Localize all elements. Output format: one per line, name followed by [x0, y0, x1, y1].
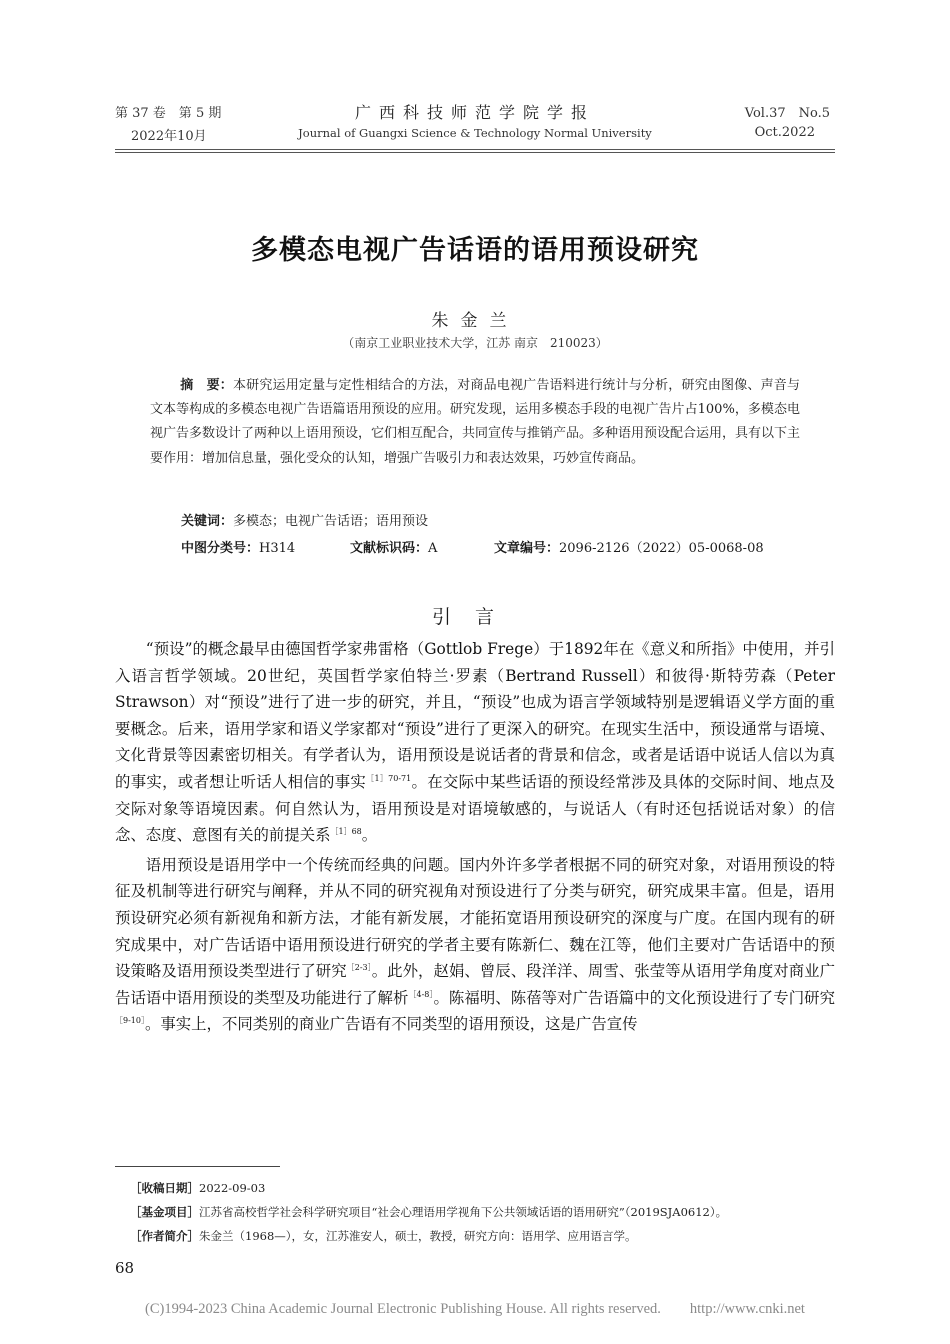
paragraph-text: 语用预设是语用学中一个传统而经典的问题。国内外许多学者根据不同的研究对象，对语用预设的特征及机制等进行研究与阐释，并从不同的研究视角对预设进行了分类与研究，研究成果丰富。但是，语用预设研究必须有新视角和新方法，才能有新发展，才能拓宽语用预设研究的深度与广度。在国内现有的研究成果中，对广告话语中语用预设进行研究的学者主要有陈新仁、魏在江等，他们主要对广告话语中的预设策略及语用预设类型进行了研究	[115, 855, 835, 981]
article-id-label: 文章编号：	[494, 541, 560, 556]
abstract-label: 摘 要：	[180, 378, 233, 393]
keywords-text: 多模态；电视广告话语；语用预设	[233, 514, 429, 529]
article-author: 朱金兰	[431, 311, 519, 331]
journal-title-en: Journal of Guangxi Science & Technology Normal University	[298, 126, 652, 140]
footnote-label: ［作者简介］	[130, 1229, 199, 1243]
abstract	[150, 374, 800, 471]
paragraph-text: 。此外，赵娟、曾辰、段洋洋、周雪、张莹等从语用学角度对商业广告话语中语用预设的类型及功能进行了解析	[115, 962, 835, 1007]
article-id	[494, 537, 764, 556]
header-rule	[115, 149, 835, 150]
issue-date-cn: 2022年10月	[131, 129, 207, 144]
clc-value: H314	[259, 541, 296, 556]
clc-number	[181, 537, 295, 556]
doc-code	[350, 537, 437, 556]
paragraph-text: 。事实上，不同类别的商业广告语有不同类型的语用预设，这是广告宣传	[144, 1015, 638, 1034]
author-affiliation: （南京工业职业技术大学，江苏 南京 210023）	[342, 336, 608, 350]
footnote-label: ［基金项目］	[130, 1205, 199, 1219]
paragraph-text: 。陈福明、陈蓓等对广告语篇中的文化预设进行了专门研究	[433, 988, 835, 1007]
footnote-fund	[130, 1204, 727, 1220]
clc-label: 中图分类号：	[181, 541, 260, 556]
footnote-text: 2022-09-03	[199, 1181, 266, 1195]
footnote-text: 朱金兰（1968—），女，江苏淮安人，硕士，教授，研究方向：语用学、应用语言学。	[199, 1229, 637, 1243]
footnote-received	[130, 1180, 265, 1196]
article-title: 多模态电视广告话语的语用预设研究	[251, 235, 699, 266]
footnote-rule	[115, 1166, 280, 1167]
footnote-text: 江苏省高校哲学社会科学研究项目“社会心理语用学视角下公共领域话语的语用研究”（2019SJA0612）。	[199, 1205, 728, 1219]
header-rule-secondary	[115, 152, 835, 153]
volume-issue: 第 37 卷 第 5 期	[115, 106, 222, 121]
paragraph-text: “预设”的概念最早由德国哲学家弗雷格（Gottlob Frege）于1892年在《意义和所指》中使用，并引入语言哲学领域。20世纪，英国哲学家伯特兰·罗素（Bertrand Russell）和彼得·斯特劳森（Peter Strawson）对“预设”进行了进一步的研究，并且，“预设”也成为语言学领域特别是逻辑语义学方面的重要概念。后来，语用学家和语义学家都对“预设”进行了更深入的研究。在现实生活中，预设通常与语境、文化背景等因素密切相关。有学者认为，语用预设是说话者的背景和信念，或者是话语中说话人信以为真的事实，或者想让听话人相信的事实	[115, 640, 835, 791]
abstract-text: 本研究运用定量与定性相结合的方法，对商品电视广告语料进行统计与分析，研究由图像、声音与文本等构成的多模态电视广告语篇语用预设的应用。研究发现，运用多模态手段的电视广告片占100%，多模态电视广告多数设计了两种以上语用预设，它们相互配合，共同宣传与推销产品。多种语用预设配合运用，具有以下主要作用：增加信息量，强化受众的认知，增强广告吸引力和表达效果，巧妙宣传商品。	[150, 378, 801, 466]
citation[interactable]: ［2-3］	[346, 963, 372, 972]
journal-title-cn: 广西科技师范学院学报	[354, 103, 595, 122]
copyright-notice: (C)1994-2023 China Academic Journal Electronic Publishing House. All rights reserved. http://www.cnki.net	[145, 1301, 805, 1317]
citation[interactable]: ［1］70-71	[366, 773, 412, 783]
paragraph	[115, 852, 835, 1038]
citation[interactable]: ［4-8］	[408, 989, 434, 999]
page-number: 68	[115, 1259, 135, 1277]
footnote-bio	[130, 1228, 637, 1244]
issue-date-en: Oct.2022	[754, 125, 815, 140]
doc-code-value: A	[428, 541, 438, 556]
section-heading: 引言	[431, 606, 518, 628]
footnote-label: ［收稿日期］	[130, 1181, 199, 1195]
paragraph-text: 。在交际中某些话语的预设经常涉及具体的交际时间、地点及交际对象等语境因素。何自然认为，语用预设是对语境敏感的，与说话人（有时还包括说话对象）的信念、态度、意图有关的前提关系	[115, 772, 835, 845]
article-id-value: 2096-2126（2022）05-0068-08	[559, 541, 764, 556]
citation[interactable]: ［1］68	[330, 827, 362, 837]
keywords-label: 关键词：	[181, 514, 234, 529]
paragraph	[115, 636, 835, 849]
paragraph-text: 。	[361, 826, 378, 845]
volume-issue-en: Vol.37 No.5	[744, 106, 830, 121]
body-text	[115, 636, 835, 1038]
doc-code-label: 文献标识码：	[350, 541, 429, 556]
keywords	[181, 510, 428, 529]
citation[interactable]: ［9-10］	[115, 1016, 145, 1026]
